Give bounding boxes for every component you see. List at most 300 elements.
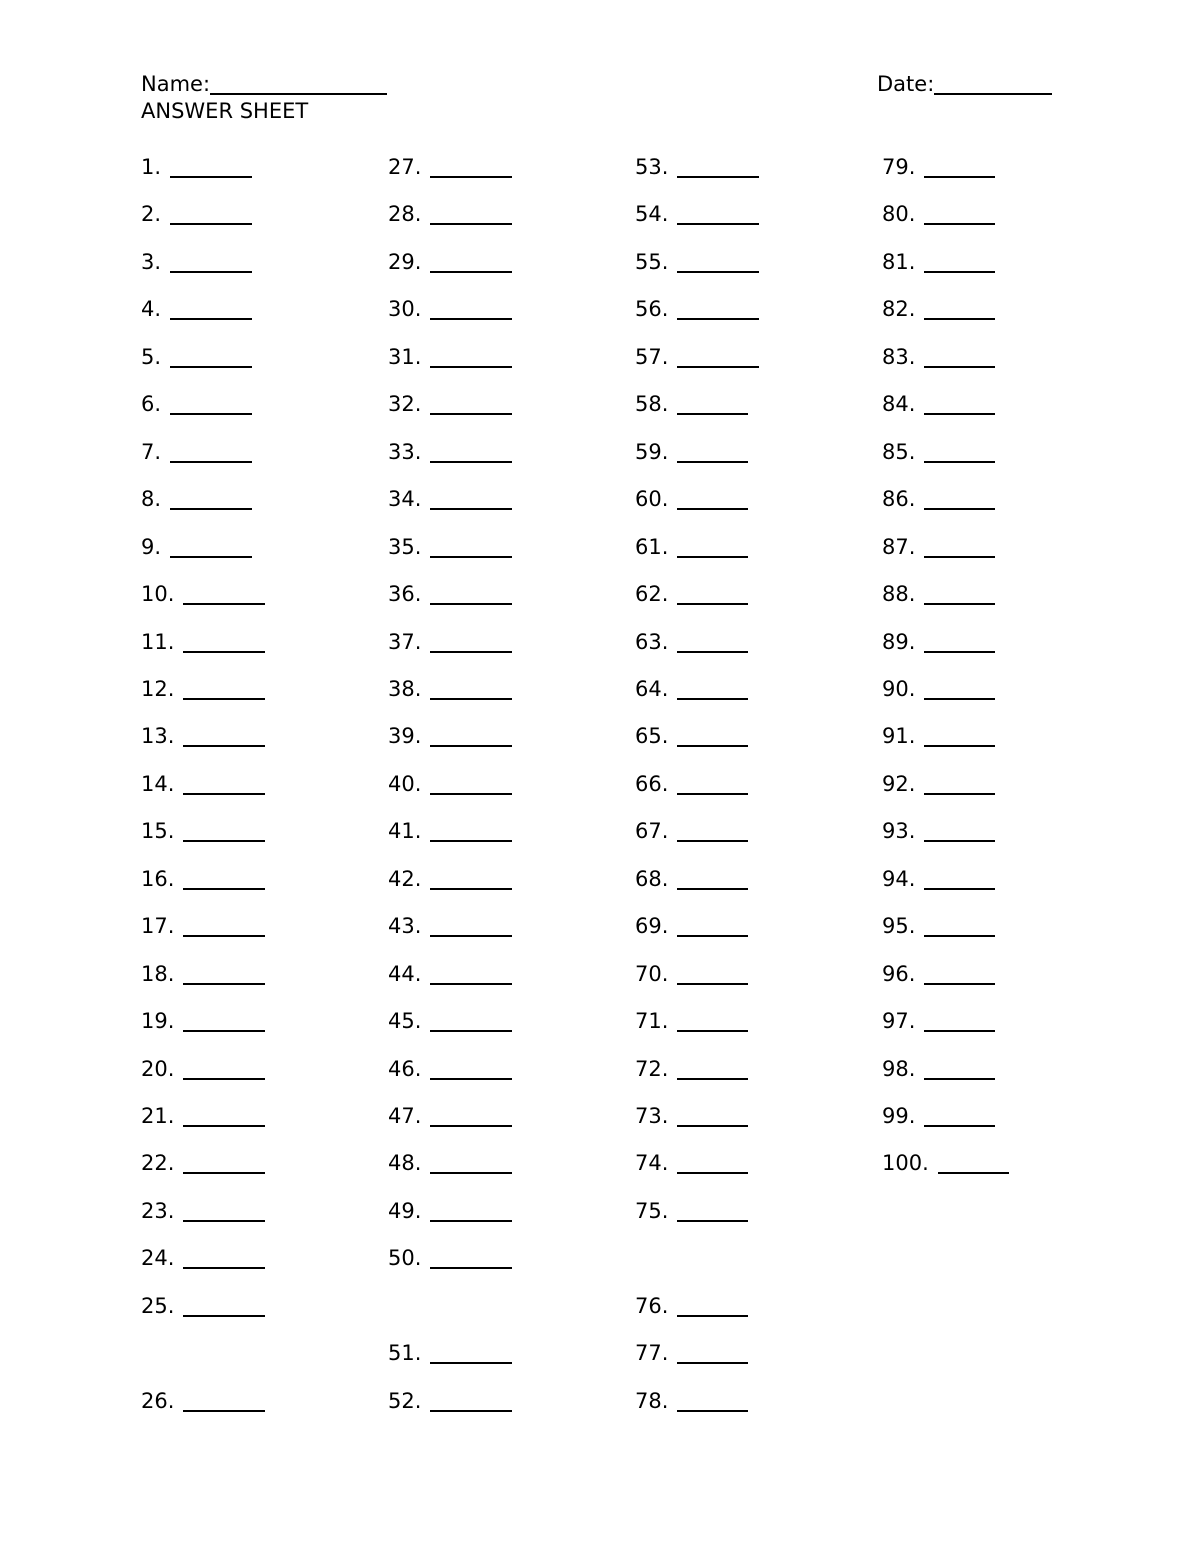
answer-item[interactable] <box>635 345 759 369</box>
answer-item[interactable] <box>882 819 995 843</box>
answer-blank-line[interactable] <box>677 773 748 795</box>
answer-item[interactable] <box>635 202 759 226</box>
answer-blank-line[interactable] <box>924 915 995 937</box>
answer-blank-line[interactable] <box>677 725 748 747</box>
question-number: 18. <box>141 962 175 986</box>
answer-item[interactable] <box>882 1104 995 1128</box>
answer-item[interactable] <box>635 250 759 274</box>
question-number: 54. <box>635 202 669 226</box>
answer-blank-line[interactable] <box>677 298 759 320</box>
answer-blank-line[interactable] <box>170 441 252 463</box>
answer-item[interactable] <box>882 535 995 559</box>
answer-item[interactable] <box>388 1389 512 1413</box>
answer-item[interactable] <box>141 1009 265 1033</box>
answer-item[interactable] <box>882 867 995 891</box>
answer-item[interactable] <box>635 867 748 891</box>
answer-blank-line[interactable] <box>938 1152 1009 1174</box>
answer-blank-line[interactable] <box>924 963 995 985</box>
question-number: 98. <box>882 1057 916 1081</box>
page-title: ANSWER SHEET <box>141 99 309 123</box>
answer-blank-line[interactable] <box>924 773 995 795</box>
answer-item[interactable] <box>388 1151 512 1175</box>
name-blank-line[interactable] <box>210 73 387 95</box>
answer-item[interactable] <box>882 1151 1009 1175</box>
question-number: 9. <box>141 535 162 559</box>
answer-item[interactable] <box>141 962 265 986</box>
answer-item[interactable] <box>882 724 995 748</box>
answer-item[interactable] <box>141 867 265 891</box>
name-field[interactable] <box>141 72 387 96</box>
question-number: 36. <box>388 582 422 606</box>
question-number: 16. <box>141 867 175 891</box>
answer-blank-line[interactable] <box>924 1010 995 1032</box>
question-number: 13. <box>141 724 175 748</box>
answer-blank-line[interactable] <box>430 868 512 890</box>
answer-blank-line[interactable] <box>677 963 748 985</box>
answer-blank-line[interactable] <box>430 298 512 320</box>
answer-item[interactable] <box>635 1057 748 1081</box>
answer-blank-line[interactable] <box>430 1342 512 1364</box>
answer-blank-line[interactable] <box>430 773 512 795</box>
answer-blank-line[interactable] <box>430 1390 512 1412</box>
question-number: 19. <box>141 1009 175 1033</box>
question-number: 28. <box>388 202 422 226</box>
question-number: 75. <box>635 1199 669 1223</box>
question-number: 24. <box>141 1246 175 1270</box>
answer-blank-line[interactable] <box>183 1010 265 1032</box>
answer-blank-line[interactable] <box>170 393 252 415</box>
question-number: 46. <box>388 1057 422 1081</box>
answer-blank-line[interactable] <box>924 1058 995 1080</box>
answer-item[interactable] <box>141 1246 265 1270</box>
answer-item[interactable] <box>141 819 265 843</box>
answer-blank-line[interactable] <box>924 536 995 558</box>
answer-blank-line[interactable] <box>430 346 512 368</box>
answer-blank-line[interactable] <box>924 346 995 368</box>
answer-item[interactable] <box>882 677 995 701</box>
question-number: 63. <box>635 630 669 654</box>
answer-item[interactable] <box>388 155 512 179</box>
answer-item[interactable] <box>388 867 512 891</box>
question-number: 3. <box>141 250 162 274</box>
answer-item[interactable] <box>141 1057 265 1081</box>
answer-item[interactable] <box>141 392 252 416</box>
question-number: 85. <box>882 440 916 464</box>
question-number: 88. <box>882 582 916 606</box>
answer-item[interactable] <box>388 392 512 416</box>
answer-item[interactable] <box>388 819 512 843</box>
answer-blank-line[interactable] <box>183 868 265 890</box>
answer-blank-line[interactable] <box>430 156 512 178</box>
answer-blank-line[interactable] <box>430 915 512 937</box>
answer-item[interactable] <box>388 1341 512 1365</box>
answer-blank-line[interactable] <box>677 441 748 463</box>
question-number: 97. <box>882 1009 916 1033</box>
question-number: 60. <box>635 487 669 511</box>
answer-blank-line[interactable] <box>183 725 265 747</box>
answer-blank-line[interactable] <box>677 536 748 558</box>
answer-item[interactable] <box>388 202 512 226</box>
question-number: 10. <box>141 582 175 606</box>
question-number: 14. <box>141 772 175 796</box>
question-number: 73. <box>635 1104 669 1128</box>
question-number: 39. <box>388 724 422 748</box>
answer-item[interactable] <box>635 1009 748 1033</box>
answer-blank-line[interactable] <box>677 631 748 653</box>
answer-blank-line[interactable] <box>183 915 265 937</box>
answer-blank-line[interactable] <box>183 1295 265 1317</box>
answer-blank-line[interactable] <box>170 203 252 225</box>
question-number: 94. <box>882 867 916 891</box>
answer-item[interactable] <box>388 724 512 748</box>
answer-item[interactable] <box>882 202 995 226</box>
answer-blank-line[interactable] <box>430 393 512 415</box>
question-number: 33. <box>388 440 422 464</box>
answer-blank-line[interactable] <box>430 1200 512 1222</box>
answer-blank-line[interactable] <box>170 346 252 368</box>
answer-blank-line[interactable] <box>183 820 265 842</box>
answer-blank-line[interactable] <box>183 1247 265 1269</box>
answer-item[interactable] <box>388 1009 512 1033</box>
question-number: 52. <box>388 1389 422 1413</box>
answer-blank-line[interactable] <box>677 1390 748 1412</box>
answer-blank-line[interactable] <box>677 488 748 510</box>
answer-blank-line[interactable] <box>924 251 995 273</box>
question-number: 26. <box>141 1389 175 1413</box>
answer-blank-line[interactable] <box>170 298 252 320</box>
answer-blank-line[interactable] <box>430 203 512 225</box>
answer-item[interactable] <box>141 487 252 511</box>
answer-item[interactable] <box>635 392 748 416</box>
question-number: 90. <box>882 677 916 701</box>
answer-item[interactable] <box>635 819 748 843</box>
answer-item[interactable] <box>141 1199 265 1223</box>
answer-blank-line[interactable] <box>924 1105 995 1127</box>
answer-item[interactable] <box>141 630 265 654</box>
question-number: 99. <box>882 1104 916 1128</box>
answer-item[interactable] <box>141 1151 265 1175</box>
answer-item[interactable] <box>635 630 748 654</box>
answer-blank-line[interactable] <box>430 1105 512 1127</box>
answer-blank-line[interactable] <box>430 441 512 463</box>
date-field[interactable] <box>877 72 1052 96</box>
answer-blank-line[interactable] <box>183 773 265 795</box>
answer-blank-line[interactable] <box>677 251 759 273</box>
answer-item[interactable] <box>635 1294 748 1318</box>
answer-item[interactable] <box>635 962 748 986</box>
question-number: 100. <box>882 1151 929 1175</box>
answer-blank-line[interactable] <box>183 631 265 653</box>
question-number: 25. <box>141 1294 175 1318</box>
answer-item[interactable] <box>882 250 995 274</box>
answer-item[interactable] <box>388 677 512 701</box>
question-number: 15. <box>141 819 175 843</box>
question-number: 30. <box>388 297 422 321</box>
question-number: 17. <box>141 914 175 938</box>
answer-item[interactable] <box>388 487 512 511</box>
question-number: 34. <box>388 487 422 511</box>
question-number: 58. <box>635 392 669 416</box>
question-number: 53. <box>635 155 669 179</box>
date-blank-line[interactable] <box>934 73 1052 95</box>
question-number: 49. <box>388 1199 422 1223</box>
question-number: 67. <box>635 819 669 843</box>
answer-item[interactable] <box>141 1294 265 1318</box>
question-number: 91. <box>882 724 916 748</box>
answer-blank-line[interactable] <box>924 678 995 700</box>
question-number: 31. <box>388 345 422 369</box>
answer-blank-line[interactable] <box>677 156 759 178</box>
answer-item[interactable] <box>141 202 252 226</box>
question-number: 74. <box>635 1151 669 1175</box>
question-number: 83. <box>882 345 916 369</box>
answer-blank-line[interactable] <box>183 583 265 605</box>
answer-blank-line[interactable] <box>924 488 995 510</box>
answer-item[interactable] <box>141 914 265 938</box>
answer-blank-line[interactable] <box>677 583 748 605</box>
question-number: 78. <box>635 1389 669 1413</box>
question-number: 23. <box>141 1199 175 1223</box>
question-number: 38. <box>388 677 422 701</box>
answer-item[interactable] <box>388 1246 512 1270</box>
answer-item[interactable] <box>882 1009 995 1033</box>
question-number: 69. <box>635 914 669 938</box>
answer-blank-line[interactable] <box>430 1152 512 1174</box>
answer-item[interactable] <box>635 772 748 796</box>
answer-blank-line[interactable] <box>430 631 512 653</box>
answer-item[interactable] <box>635 914 748 938</box>
answer-blank-line[interactable] <box>677 1295 748 1317</box>
question-number: 95. <box>882 914 916 938</box>
question-number: 5. <box>141 345 162 369</box>
answer-item[interactable] <box>882 345 995 369</box>
question-number: 70. <box>635 962 669 986</box>
question-number: 32. <box>388 392 422 416</box>
question-number: 77. <box>635 1341 669 1365</box>
answer-item[interactable] <box>388 772 512 796</box>
answer-blank-line[interactable] <box>924 725 995 747</box>
answer-blank-line[interactable] <box>430 725 512 747</box>
answer-blank-line[interactable] <box>430 1010 512 1032</box>
question-number: 61. <box>635 535 669 559</box>
answer-item[interactable] <box>388 535 512 559</box>
question-number: 96. <box>882 962 916 986</box>
answer-blank-line[interactable] <box>430 251 512 273</box>
answer-item[interactable] <box>635 677 748 701</box>
answer-blank-line[interactable] <box>183 1105 265 1127</box>
answer-item[interactable] <box>141 155 252 179</box>
question-number: 11. <box>141 630 175 654</box>
question-number: 29. <box>388 250 422 274</box>
answer-blank-line[interactable] <box>183 1152 265 1174</box>
question-number: 37. <box>388 630 422 654</box>
answer-blank-line[interactable] <box>924 631 995 653</box>
answer-blank-line[interactable] <box>924 868 995 890</box>
answer-blank-line[interactable] <box>677 820 748 842</box>
answer-blank-line[interactable] <box>170 156 252 178</box>
answer-blank-line[interactable] <box>924 583 995 605</box>
answer-item[interactable] <box>635 535 748 559</box>
question-number: 72. <box>635 1057 669 1081</box>
name-label: Name: <box>141 72 211 96</box>
answer-item[interactable] <box>141 724 265 748</box>
answer-item[interactable] <box>635 582 748 606</box>
question-number: 22. <box>141 1151 175 1175</box>
question-number: 1. <box>141 155 162 179</box>
answer-blank-line[interactable] <box>677 915 748 937</box>
answer-item[interactable] <box>882 297 995 321</box>
answer-item[interactable] <box>141 772 265 796</box>
answer-blank-line[interactable] <box>924 441 995 463</box>
answer-blank-line[interactable] <box>677 1152 748 1174</box>
answer-item[interactable] <box>882 582 995 606</box>
answer-item[interactable] <box>635 1341 748 1365</box>
answer-blank-line[interactable] <box>183 1200 265 1222</box>
answer-blank-line[interactable] <box>183 1390 265 1412</box>
answer-item[interactable] <box>882 962 995 986</box>
answer-blank-line[interactable] <box>183 1058 265 1080</box>
answer-item[interactable] <box>141 1389 265 1413</box>
answer-item[interactable] <box>388 962 512 986</box>
answer-item[interactable] <box>882 630 995 654</box>
answer-blank-line[interactable] <box>677 393 748 415</box>
question-number: 82. <box>882 297 916 321</box>
answer-blank-line[interactable] <box>924 393 995 415</box>
answer-item[interactable] <box>882 392 995 416</box>
answer-item[interactable] <box>141 250 252 274</box>
answer-item[interactable] <box>635 1104 748 1128</box>
question-number: 84. <box>882 392 916 416</box>
question-number: 64. <box>635 677 669 701</box>
answer-item[interactable] <box>635 724 748 748</box>
answer-item[interactable] <box>635 297 759 321</box>
question-number: 92. <box>882 772 916 796</box>
answer-item[interactable] <box>141 582 265 606</box>
answer-item[interactable] <box>141 297 252 321</box>
answer-item[interactable] <box>141 1104 265 1128</box>
answer-item[interactable] <box>141 535 252 559</box>
answer-item[interactable] <box>882 487 995 511</box>
question-number: 20. <box>141 1057 175 1081</box>
answer-item[interactable] <box>388 1199 512 1223</box>
question-number: 50. <box>388 1246 422 1270</box>
answer-blank-line[interactable] <box>430 1058 512 1080</box>
answer-blank-line[interactable] <box>170 536 252 558</box>
answer-item[interactable] <box>388 1057 512 1081</box>
answer-item[interactable] <box>882 1057 995 1081</box>
question-number: 6. <box>141 392 162 416</box>
answer-item[interactable] <box>388 1104 512 1128</box>
question-number: 62. <box>635 582 669 606</box>
answer-blank-line[interactable] <box>430 536 512 558</box>
answer-item[interactable] <box>635 1199 748 1223</box>
answer-item[interactable] <box>388 345 512 369</box>
answer-blank-line[interactable] <box>430 963 512 985</box>
answer-item[interactable] <box>635 440 748 464</box>
answer-item[interactable] <box>635 155 759 179</box>
question-number: 40. <box>388 772 422 796</box>
answer-item[interactable] <box>388 250 512 274</box>
answer-blank-line[interactable] <box>430 583 512 605</box>
question-number: 12. <box>141 677 175 701</box>
answer-item[interactable] <box>882 772 995 796</box>
answer-blank-line[interactable] <box>183 678 265 700</box>
answer-blank-line[interactable] <box>677 868 748 890</box>
question-number: 44. <box>388 962 422 986</box>
answer-item[interactable] <box>388 582 512 606</box>
question-number: 65. <box>635 724 669 748</box>
question-number: 27. <box>388 155 422 179</box>
answer-item[interactable] <box>882 155 995 179</box>
question-number: 41. <box>388 819 422 843</box>
answer-item[interactable] <box>388 914 512 938</box>
answer-blank-line[interactable] <box>430 820 512 842</box>
question-number: 68. <box>635 867 669 891</box>
answer-blank-line[interactable] <box>677 1105 748 1127</box>
question-number: 42. <box>388 867 422 891</box>
answer-item[interactable] <box>388 630 512 654</box>
answer-blank-line[interactable] <box>677 346 759 368</box>
question-number: 93. <box>882 819 916 843</box>
question-number: 51. <box>388 1341 422 1365</box>
question-number: 86. <box>882 487 916 511</box>
answer-blank-line[interactable] <box>170 488 252 510</box>
answer-blank-line[interactable] <box>183 963 265 985</box>
question-number: 56. <box>635 297 669 321</box>
answer-item[interactable] <box>882 914 995 938</box>
question-number: 71. <box>635 1009 669 1033</box>
answer-blank-line[interactable] <box>924 820 995 842</box>
answer-blank-line[interactable] <box>430 678 512 700</box>
answer-item[interactable] <box>882 440 995 464</box>
answer-item[interactable] <box>141 440 252 464</box>
question-number: 45. <box>388 1009 422 1033</box>
question-number: 21. <box>141 1104 175 1128</box>
answer-item[interactable] <box>388 297 512 321</box>
question-number: 4. <box>141 297 162 321</box>
answer-blank-line[interactable] <box>924 298 995 320</box>
question-number: 66. <box>635 772 669 796</box>
answer-item[interactable] <box>388 440 512 464</box>
question-number: 89. <box>882 630 916 654</box>
answer-item[interactable] <box>141 677 265 701</box>
answer-blank-line[interactable] <box>924 203 995 225</box>
question-number: 87. <box>882 535 916 559</box>
question-number: 48. <box>388 1151 422 1175</box>
answer-blank-line[interactable] <box>677 1342 748 1364</box>
answer-blank-line[interactable] <box>430 1247 512 1269</box>
answer-item[interactable] <box>635 1151 748 1175</box>
answer-blank-line[interactable] <box>924 156 995 178</box>
answer-blank-line[interactable] <box>677 1200 748 1222</box>
answer-item[interactable] <box>635 487 748 511</box>
question-number: 8. <box>141 487 162 511</box>
question-number: 7. <box>141 440 162 464</box>
answer-blank-line[interactable] <box>430 488 512 510</box>
question-number: 76. <box>635 1294 669 1318</box>
answer-item[interactable] <box>141 345 252 369</box>
question-number: 2. <box>141 202 162 226</box>
answer-item[interactable] <box>635 1389 748 1413</box>
answer-blank-line[interactable] <box>677 1010 748 1032</box>
answer-blank-line[interactable] <box>170 251 252 273</box>
date-label: Date: <box>877 72 935 96</box>
question-number: 43. <box>388 914 422 938</box>
question-number: 79. <box>882 155 916 179</box>
answer-blank-line[interactable] <box>677 678 748 700</box>
answer-blank-line[interactable] <box>677 1058 748 1080</box>
answer-blank-line[interactable] <box>677 203 759 225</box>
